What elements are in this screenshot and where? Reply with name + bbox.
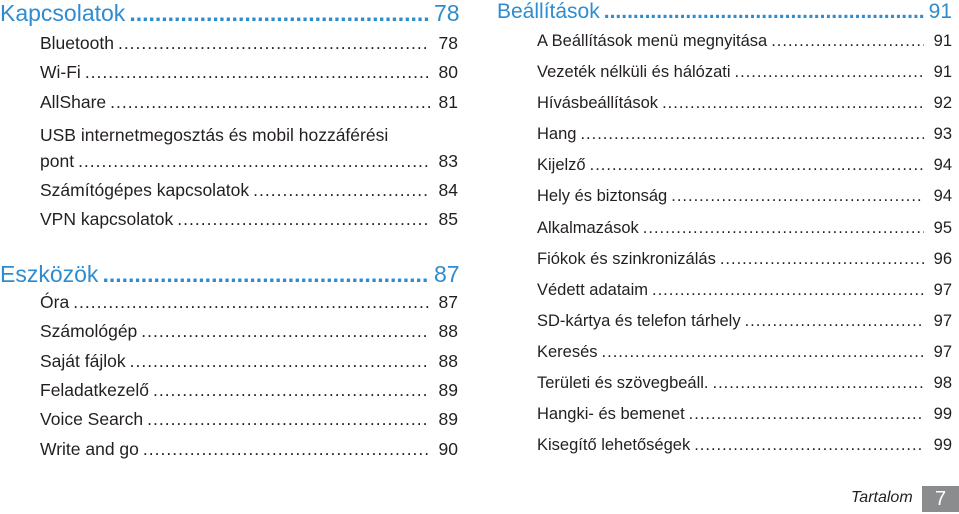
toc-entry-locale-text[interactable] — [497, 374, 952, 405]
dot-leader — [130, 351, 430, 372]
entry-title: Feladatkezelő — [40, 379, 149, 400]
dot-leader — [652, 281, 924, 300]
dot-leader — [771, 32, 924, 51]
entry-page: 94 — [933, 156, 952, 175]
toc-section-beallitasok[interactable] — [497, 0, 952, 29]
dot-leader — [141, 321, 430, 342]
entry-page: 80 — [438, 62, 458, 83]
entry-page: 92 — [933, 94, 952, 113]
entry-page: 98 — [933, 374, 952, 393]
entry-page: 91 — [933, 63, 952, 82]
dot-leader — [671, 187, 924, 206]
dot-leader — [590, 156, 924, 175]
entry-title: VPN kapcsolatok — [40, 209, 174, 230]
entry-title: AllShare — [40, 91, 107, 112]
entry-title: Hely és biztonság — [537, 187, 668, 206]
toc-entry-display[interactable] — [497, 156, 952, 187]
entry-page: 93 — [933, 125, 952, 144]
entry-title: Számológép — [40, 321, 138, 342]
dot-leader — [580, 125, 924, 144]
entry-title: Hangki- és bemenet — [537, 405, 685, 424]
entry-page: 97 — [933, 311, 952, 330]
entry-title: Fiókok és szinkronizálás — [537, 249, 716, 268]
entry-page: 87 — [438, 291, 458, 312]
toc-section-eszkozok[interactable] — [0, 261, 458, 291]
entry-title: Write and go — [40, 438, 139, 459]
toc-entry-sound[interactable] — [497, 125, 952, 156]
toc-section-kapcsolatok[interactable] — [0, 0, 458, 30]
entry-page: 97 — [933, 342, 952, 361]
toc-entry-pc-connections[interactable] — [0, 180, 458, 209]
section-page: 87 — [434, 260, 460, 287]
toc-entry-allshare[interactable] — [0, 92, 458, 121]
entry-title-line2 — [0, 151, 458, 180]
entry-title: Óra — [40, 291, 70, 312]
dot-leader — [643, 219, 924, 238]
entry-page: 91 — [933, 32, 952, 50]
dot-leader — [129, 0, 430, 27]
dot-leader — [110, 92, 430, 113]
dot-leader — [177, 209, 430, 230]
entry-page: 96 — [933, 249, 952, 268]
entry-page: 88 — [438, 350, 458, 371]
entry-page: 89 — [438, 379, 458, 400]
toc-entry-vpn[interactable] — [0, 209, 458, 238]
dot-leader — [662, 94, 924, 113]
toc-entry-applications[interactable] — [497, 219, 952, 250]
toc-entry-voice-io[interactable] — [497, 405, 952, 436]
dot-leader — [73, 292, 430, 313]
toc-entry-call-settings[interactable] — [497, 94, 952, 125]
entry-title: Alkalmazások — [537, 218, 639, 237]
section-title: Kapcsolatok — [0, 0, 126, 26]
toc-left-column — [0, 0, 458, 468]
dot-leader — [604, 0, 924, 24]
toc-entry-bluetooth[interactable] — [0, 33, 458, 62]
toc-entry-privacy[interactable] — [497, 281, 952, 312]
toc-entry-search[interactable] — [497, 343, 952, 374]
entry-title: Kisegítő lehetőségek — [537, 436, 691, 455]
entry-title: A Beállítások menü megnyitása — [537, 32, 768, 50]
entry-title: Wi-Fi — [40, 62, 81, 83]
toc-entry-write-and-go[interactable] — [0, 439, 458, 468]
entry-title-line1: USB internetmegosztás és mobil hozzáférési — [40, 125, 389, 146]
toc-entry-clock[interactable] — [0, 292, 458, 321]
entry-page: 99 — [933, 405, 952, 424]
entry-title: Bluetooth — [40, 33, 114, 53]
entry-title: Védett adataim — [537, 280, 648, 299]
toc-entry-voice-search[interactable] — [0, 409, 458, 438]
dot-leader — [85, 62, 430, 83]
section-page: 91 — [928, 0, 952, 23]
dot-leader — [143, 439, 430, 460]
entry-title: Kijelző — [537, 156, 586, 175]
toc-entry-sd-storage[interactable] — [497, 312, 952, 343]
dot-leader — [78, 151, 430, 172]
toc-entry-usb-tethering[interactable] — [0, 121, 458, 180]
entry-page: 78 — [438, 33, 458, 53]
entry-page: 97 — [933, 280, 952, 299]
toc-entry-location-security[interactable] — [497, 187, 952, 218]
toc-entry-accounts-sync[interactable] — [497, 250, 952, 281]
toc-entry-task-manager[interactable] — [0, 380, 458, 409]
dot-leader — [689, 405, 924, 424]
entry-page: 83 — [438, 150, 458, 171]
dot-leader — [102, 261, 430, 288]
toc-entry-accessibility[interactable] — [497, 436, 952, 467]
toc-entry-open-settings[interactable] — [497, 32, 952, 63]
toc-entry-wireless[interactable] — [497, 63, 952, 94]
entry-title: pont — [40, 150, 75, 171]
entry-title: Hívásbeállítások — [537, 94, 659, 113]
footer-section-label: Tartalom — [851, 489, 913, 506]
dot-leader — [713, 374, 924, 393]
dot-leader — [153, 380, 430, 401]
entry-page: 95 — [933, 218, 952, 237]
dot-leader — [735, 63, 924, 82]
entry-title: Vezeték nélküli és hálózati — [537, 63, 731, 82]
toc-entry-wifi[interactable] — [0, 62, 458, 91]
dot-leader — [602, 343, 924, 362]
dot-leader — [253, 180, 430, 201]
entry-title: Számítógépes kapcsolatok — [40, 179, 250, 200]
dot-leader — [147, 409, 430, 430]
entry-page: 89 — [438, 409, 458, 430]
toc-right-column — [497, 0, 952, 467]
entry-page: 88 — [438, 321, 458, 342]
entry-title: Keresés — [537, 342, 598, 361]
entry-title: Hang — [537, 125, 577, 144]
entry-page: 85 — [438, 209, 458, 230]
entry-title: Saját fájlok — [40, 350, 126, 371]
entry-page: 99 — [933, 436, 952, 455]
section-title: Beállítások — [497, 0, 600, 23]
dot-leader — [745, 312, 924, 331]
section-page: 78 — [434, 0, 460, 26]
dot-leader — [118, 33, 430, 54]
entry-title: Területi és szövegbeáll. — [537, 374, 709, 393]
entry-title: SD-kártya és telefon tárhely — [537, 311, 741, 330]
entry-title: Voice Search — [40, 409, 144, 430]
toc-entry-my-files[interactable] — [0, 351, 458, 380]
entry-page: 81 — [438, 91, 458, 112]
entry-page: 94 — [933, 187, 952, 206]
entry-page: 84 — [438, 179, 458, 200]
footer-page-number: 7 — [922, 486, 959, 512]
section-title: Eszközök — [0, 260, 99, 287]
dot-leader — [720, 250, 924, 269]
dot-leader — [694, 436, 924, 455]
toc-entry-calculator[interactable] — [0, 321, 458, 350]
entry-page: 90 — [438, 438, 458, 459]
